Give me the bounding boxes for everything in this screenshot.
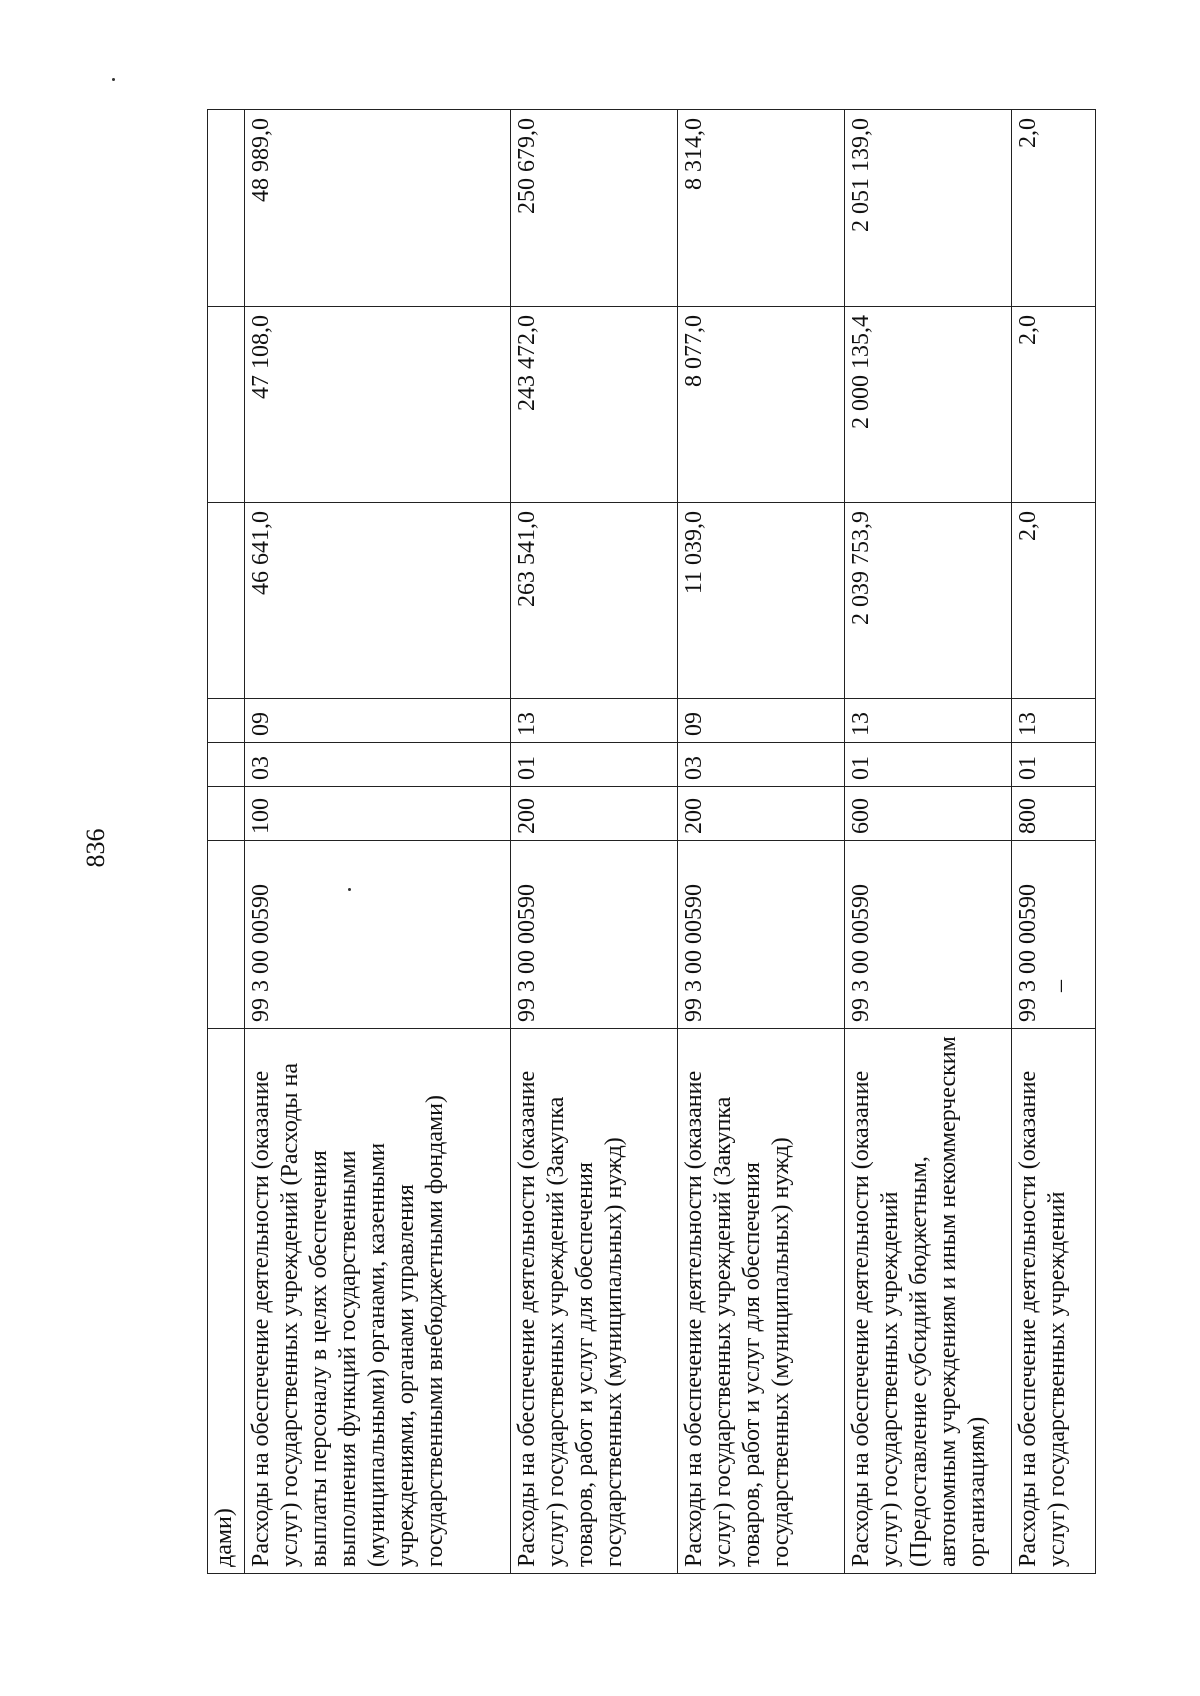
cell-rz: 01	[511, 743, 678, 787]
scan-speck	[112, 78, 115, 81]
cell-code-value: 99 3 00 00590	[1015, 884, 1041, 1022]
cell-name: Расходы на обеспечение деятельности (оказание услуг) государственных учреждений (Расходы на выплаты персоналу в целях обеспечения выполнения функций государственными (муниципальными) органами, казенными учреждениями, органами управления государственными внебюджетными фондами)	[245, 1029, 511, 1574]
cell-pr: 13	[511, 699, 678, 743]
cell-code: 99 3 00 00590	[678, 841, 845, 1029]
cell-y1	[208, 503, 245, 699]
cell-y3: 2 051 139,0	[845, 110, 1012, 307]
cell-name: Расходы на обеспечение деятельности (оказание услуг) государственных учреждений	[1012, 1029, 1096, 1574]
cell-y1: 46 641,0	[245, 503, 511, 699]
cell-pr: 09	[678, 699, 845, 743]
cell-y2	[208, 307, 245, 503]
cell-y1: 2,0	[1012, 503, 1096, 699]
table-row	[678, 110, 845, 1574]
cell-code	[208, 841, 245, 1029]
cell-y3: 250 679,0	[511, 110, 678, 307]
table-row	[845, 110, 1012, 1574]
cell-y3: 8 314,0	[678, 110, 845, 307]
cell-rz: 01	[845, 743, 1012, 787]
cell-code	[1012, 841, 1096, 1029]
cell-y3: 48 989,0	[245, 110, 511, 307]
cell-pr	[208, 699, 245, 743]
cell-code: 99 3 00 00590	[511, 841, 678, 1029]
cell-code: 99 3 00 00590	[245, 841, 511, 1029]
cell-name: Расходы на обеспечение деятельности (оказание услуг) государственных учреждений (Закупка товаров, работ и услуг для обеспечения государственных (муниципальных) нужд)	[678, 1029, 845, 1574]
cell-y3	[208, 110, 245, 307]
cell-code-mark: –	[1047, 980, 1073, 992]
cell-vr: 200	[678, 787, 845, 841]
cell-y1: 11 039,0	[678, 503, 845, 699]
cell-pr: 13	[845, 699, 1012, 743]
cell-vr: 800	[1012, 787, 1096, 841]
page-number: 836	[81, 828, 110, 868]
budget-table	[207, 109, 1096, 1574]
cell-rz: 03	[678, 743, 845, 787]
cell-y2: 8 077,0	[678, 307, 845, 503]
cell-rz	[208, 743, 245, 787]
cell-y1: 263 541,0	[511, 503, 678, 699]
budget-table-wrapper	[207, 110, 1095, 1574]
cell-vr	[208, 787, 245, 841]
table-row-continuation	[208, 110, 245, 1574]
table-row	[511, 110, 678, 1574]
cell-vr: 600	[845, 787, 1012, 841]
cell-y2: 2 000 135,4	[845, 307, 1012, 503]
table-row	[245, 110, 511, 1574]
cell-code: 99 3 00 00590	[845, 841, 1012, 1029]
cell-y3: 2,0	[1012, 110, 1096, 307]
cell-name: дами)	[208, 1029, 245, 1574]
cell-name: Расходы на обеспечение деятельности (оказание услуг) государственных учреждений (Предоставление субсидий бюджетным, автономным учреждениям и иным некоммерческим организациям)	[845, 1029, 1012, 1574]
cell-pr: 13	[1012, 699, 1096, 743]
cell-pr: 09	[245, 699, 511, 743]
cell-vr: 100	[245, 787, 511, 841]
cell-vr: 200	[511, 787, 678, 841]
cell-y2: 243 472,0	[511, 307, 678, 503]
cell-y2: 2,0	[1012, 307, 1096, 503]
cell-y1: 2 039 753,9	[845, 503, 1012, 699]
cell-y2: 47 108,0	[245, 307, 511, 503]
cell-name: Расходы на обеспечение деятельности (оказание услуг) государственных учреждений (Закупка товаров, работ и услуг для обеспечения государственных (муниципальных) нужд)	[511, 1029, 678, 1574]
cell-rz: 01	[1012, 743, 1096, 787]
cell-rz: 03	[245, 743, 511, 787]
table-row	[1012, 110, 1096, 1574]
